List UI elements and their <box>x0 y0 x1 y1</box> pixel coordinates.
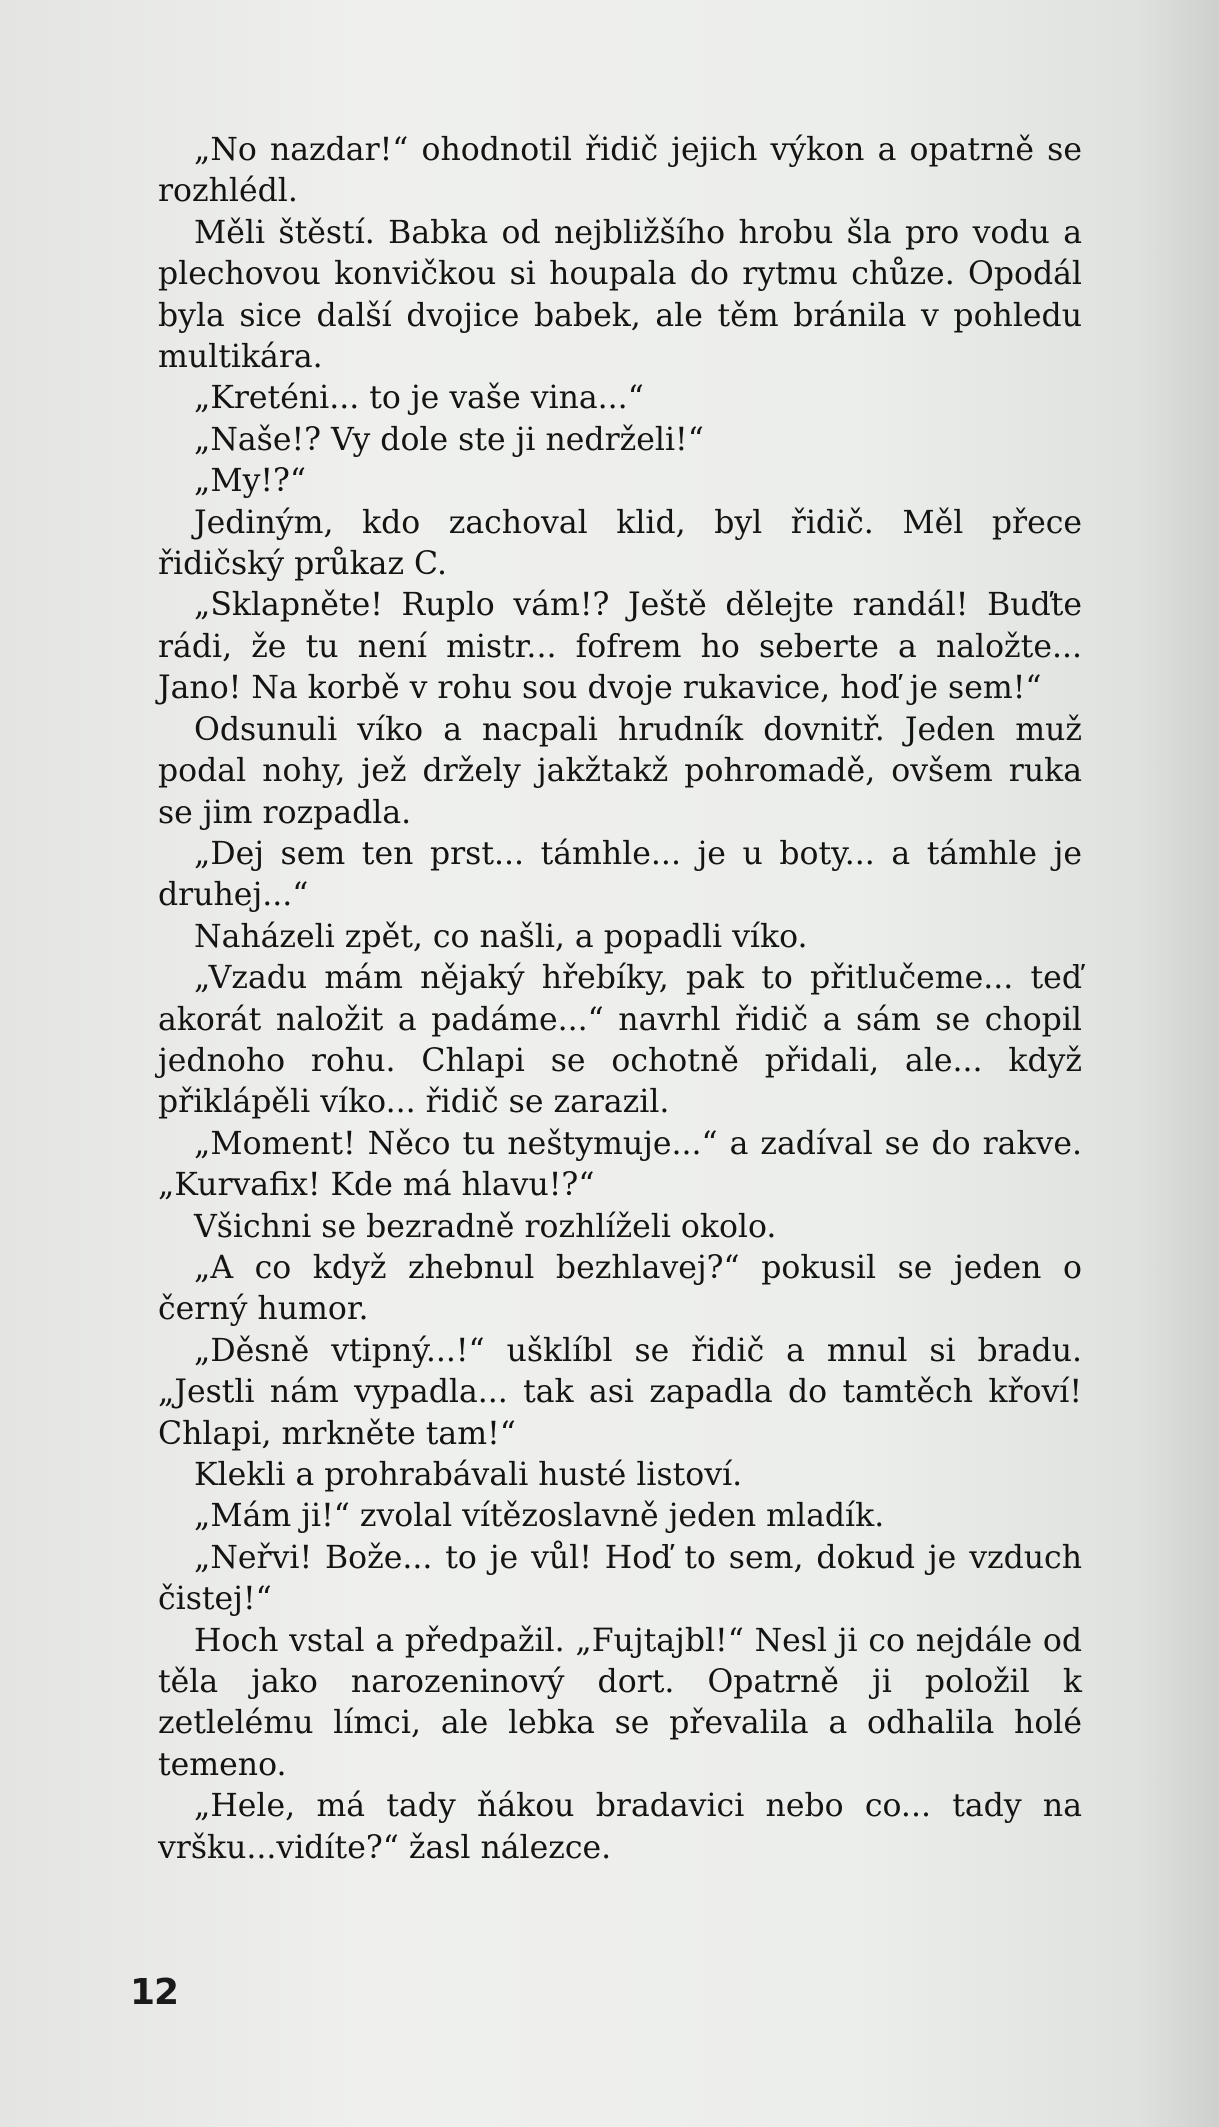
paragraph: „Moment! Něco tu neštymuje...“ a zadíval se do rakve. „Kurvafix! Kde má hlavu!?“ <box>158 1125 1082 1204</box>
paragraph: Všichni se bezradně rozhlíželi okolo. <box>194 1208 777 1245</box>
paragraph: „Sklapněte! Ruplo vám!? Ještě dělejte randál! Buďte rádi, že tu není mistr... fofrem ho seberte a naložte... Jano! Na korbě v rohu sou dvoje rukavice, hoď je sem!“ <box>158 587 1082 707</box>
body-text <box>158 130 1082 1869</box>
paragraph: „Mám ji!“ zvolal vítězoslavně jeden mladík. <box>194 1498 885 1535</box>
paragraph: Hoch vstal a předpažil. „Fujtajbl!“ Nesl ji co nejdále od těla jako narozeninový dort. Opatrně ji položil k zetlelému límci, ale lebka se převalila a odhalila holé temeno. <box>158 1622 1082 1783</box>
paragraph: Odsunuli víko a nacpali hrudník dovnitř. Jeden muž podal nohy, jež držely jakžtakž pohromadě, ovšem ruka se jim rozpadla. <box>158 711 1082 831</box>
page-edge-shadow <box>1139 0 1219 2127</box>
paragraph: „No nazdar!“ ohodnotil řidič jejich výkon a opatrně se rozhlédl. <box>158 132 1082 210</box>
paragraph: „My!?“ <box>194 463 307 500</box>
paragraph: Naházeli zpět, co našli, a popadli víko. <box>194 918 808 955</box>
paragraph: Měli štěstí. Babka od nejbližšího hrobu šla pro vodu a plechovou konvičkou si houpala do rytmu chůze. Opodál byla sice další dvojice babek, ale těm bránila v pohledu multikára. <box>158 214 1082 376</box>
paragraph: „Vzadu mám nějaký hřebíky, pak to přitlučeme... teď akorát naložit a padáme...“ navrhl řidič a sám se chopil jednoho rohu. Chlapi se ochotně přidali, ale... když přiklápěli víko... řidič se zarazil. <box>158 960 1082 1121</box>
paragraph: „Dej sem ten prst... támhle... je u boty... a támhle je druhej...“ <box>158 835 1082 914</box>
paragraph: „Hele, má tady ňákou bradavici nebo co... tady na vršku...vidíte?“ žasl nálezce. <box>158 1788 1082 1866</box>
paragraph: „A co když zhebnul bezhlavej?“ pokusil se jeden o černý humor. <box>158 1249 1082 1328</box>
paragraph: Klekli a prohrabávali husté listoví. <box>194 1457 743 1493</box>
paragraph: „Naše!? Vy dole ste ji nedrželi!“ <box>194 421 704 458</box>
page-number: 12 <box>130 1972 179 2013</box>
paragraph: „Kreténi... to je vaše vina...“ <box>194 380 644 417</box>
paragraph: Jediným, kdo zachoval klid, byl řidič. Měl přece řidičský průkaz C. <box>158 504 1082 583</box>
paragraph: „Děsně vtipný...!“ ušklíbl se řidič a mnul si bradu. „Jestli nám vypadla... tak asi zapadla do tamtěch křoví! Chlapi, mrkněte tam!“ <box>158 1332 1082 1452</box>
paragraph: „Neřvi! Bože... to je vůl! Hoď to sem, dokud je vzduch čistej!“ <box>158 1539 1082 1618</box>
